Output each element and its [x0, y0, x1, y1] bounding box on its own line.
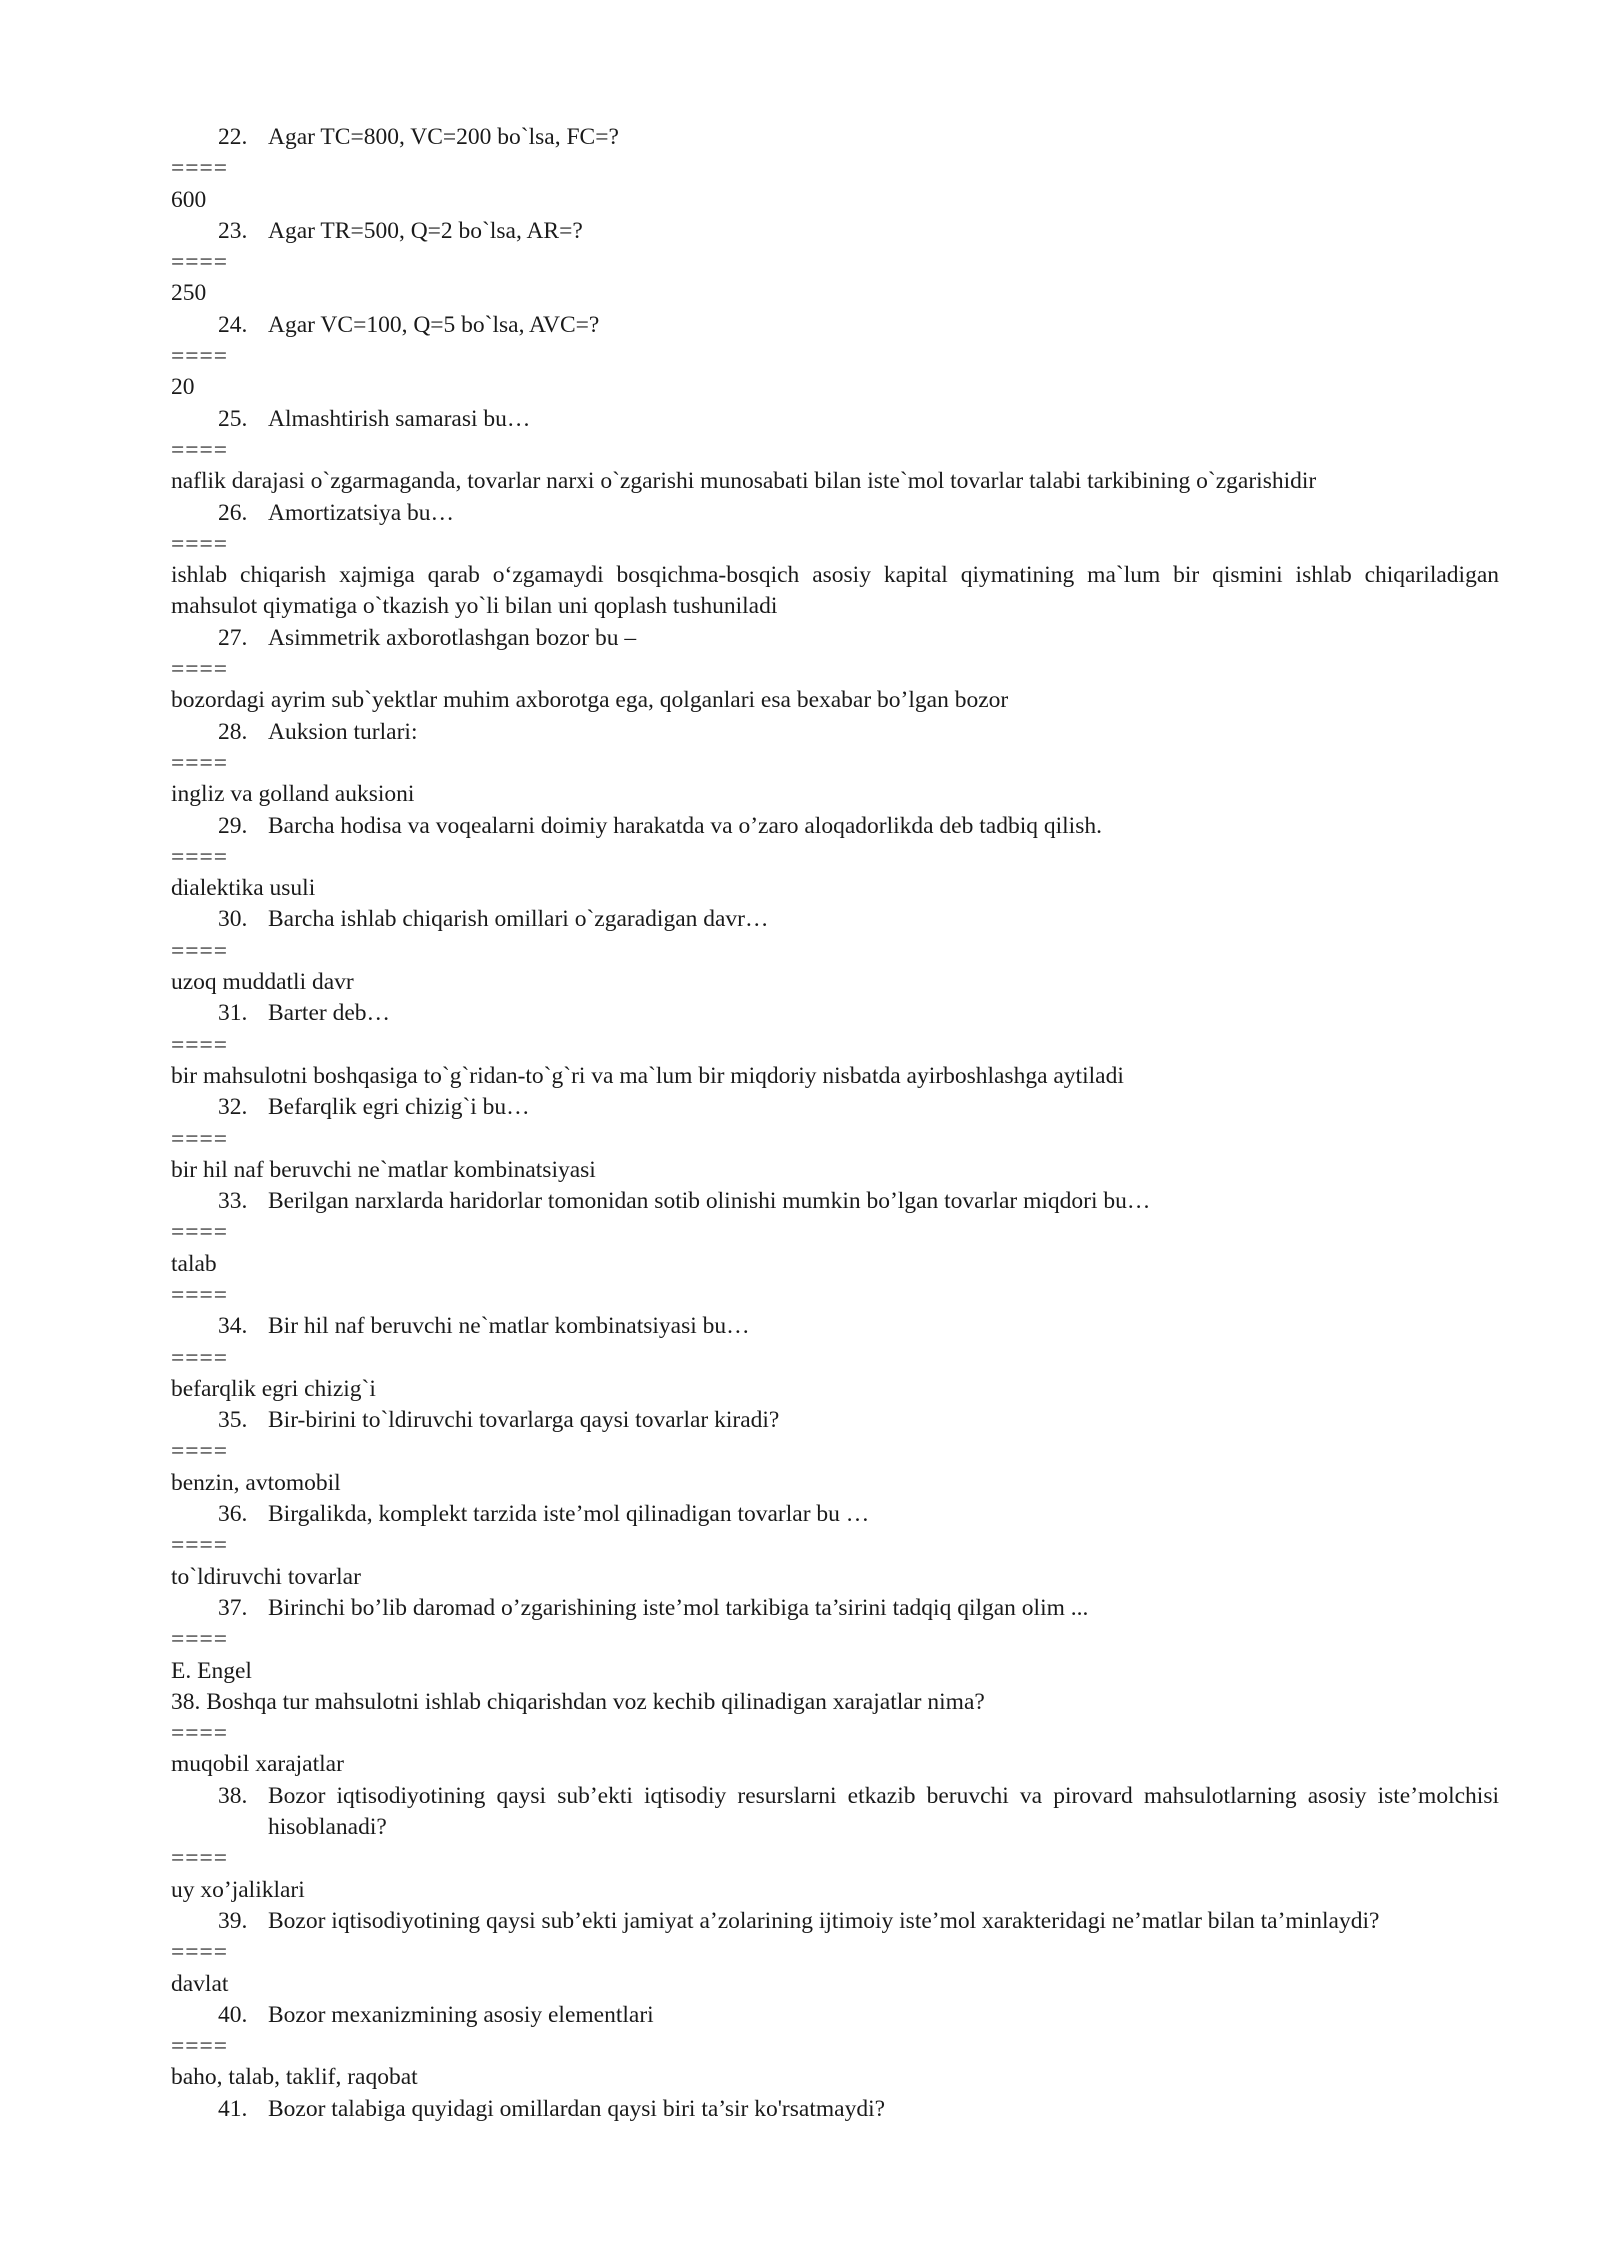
question-number: 35.	[218, 1407, 248, 1434]
answer-separator: ====	[171, 1219, 229, 1246]
answer-separator: ====	[171, 656, 229, 683]
question-line	[171, 1092, 1499, 1123]
question-line	[171, 1593, 1499, 1624]
answer-separator: ====	[171, 343, 229, 370]
question-line	[171, 811, 1499, 842]
answer-text: ingliz va golland auksioni	[171, 781, 415, 808]
question-number: 31.	[218, 1000, 248, 1027]
answer-separator: ====	[171, 155, 229, 182]
question-text: Befarqlik egri chizig`i bu…	[268, 1094, 530, 1121]
answer-text: davlat	[171, 1970, 229, 1997]
question-text: Barter deb…	[268, 1000, 391, 1027]
question-line	[171, 404, 1499, 435]
answer-separator: ====	[171, 436, 229, 463]
question-number: 39.	[218, 1907, 248, 1934]
answer-separator: ====	[171, 530, 229, 557]
question-text: Birgalikda, komplekt tarzida iste’mol qilinadigan tovarlar bu …	[268, 1501, 870, 1528]
question-number: 33.	[218, 1188, 248, 1215]
question-line	[171, 1405, 1499, 1436]
question-line	[171, 1499, 1499, 1530]
question-number: 34.	[218, 1313, 248, 1340]
question-text: Birinchi bo’lib daromad o’zgarishining iste’mol tarkibiga ta’sirini tadqiq qilgan olim ...	[268, 1594, 1089, 1621]
question-text: Agar TR=500, Q=2 bo`lsa, AR=?	[268, 217, 583, 244]
question-text: Auksion turlari:	[268, 718, 418, 745]
question-line	[171, 2094, 1499, 2125]
question-text: Bir hil naf beruvchi ne`matlar kombinatsiyasi bu…	[268, 1313, 750, 1340]
question-number: 37.	[218, 1594, 248, 1621]
answer-text: E. Engel	[171, 1657, 252, 1684]
question-text: Almashtirish samarasi bu…	[268, 405, 531, 432]
answer-text: bir hil naf beruvchi ne`matlar kombinatsiyasi	[171, 1156, 596, 1183]
answer-separator: ====	[171, 749, 229, 776]
question-line	[171, 1781, 1499, 1844]
question-number: 30.	[218, 906, 248, 933]
question-text: Berilgan narxlarda haridorlar tomonidan sotib olinishi mumkin bo’lgan tovarlar miqdori bu…	[268, 1188, 1151, 1215]
question-number: 28.	[218, 718, 248, 745]
answer-separator: ====	[171, 1281, 229, 1308]
question-text: Asimmetrik axborotlashgan bozor bu –	[268, 624, 637, 651]
answer-text: 20	[171, 374, 195, 401]
answer-text: baho, talab, taklif, raqobat	[171, 2064, 418, 2091]
answer-separator: ====	[171, 1532, 229, 1559]
question-text: Bozor talabiga quyidagi omillardan qaysi biri ta’sir ko'rsatmaydi?	[268, 2095, 886, 2122]
answer-text: benzin, avtomobil	[171, 1469, 341, 1496]
question-line	[171, 2000, 1499, 2031]
answer-separator: ====	[171, 1720, 229, 1747]
question-line	[171, 122, 1499, 153]
answer-text: naflik darajasi o`zgarmaganda, tovarlar narxi o`zgarishi munosabati bilan iste`mol tovarlar talabi tarkibining o`zgarishidir	[171, 468, 1317, 495]
answer-separator: ====	[171, 1344, 229, 1371]
question-number: 23.	[218, 217, 248, 244]
question-text: Bozor iqtisodiyotining qaysi sub’ekti iqtisodiy resurslarni etkazib beruvchi va pirovard mahsulotlarning asosiy iste’molchisi hisoblanadi?	[268, 1782, 1499, 1841]
answer-separator: ====	[171, 1845, 229, 1872]
answer-separator: ====	[171, 1939, 229, 1966]
question-number: 29.	[218, 812, 248, 839]
question-text: Barcha ishlab chiqarish omillari o`zgaradigan davr…	[268, 906, 769, 933]
question-text: Amortizatsiya bu…	[268, 499, 455, 526]
answer-separator: ====	[171, 937, 229, 964]
answer-separator: ====	[171, 1626, 229, 1653]
question-text: Agar TC=800, VC=200 bo`lsa, FC=?	[268, 124, 619, 150]
question-number: 26.	[218, 499, 248, 526]
answer-text: dialektika usuli	[171, 875, 316, 902]
answer-separator: ====	[171, 2033, 229, 2060]
question-number: 27.	[218, 624, 248, 651]
question-line	[171, 216, 1499, 247]
question-number: 25.	[218, 405, 248, 432]
question-text: Bozor mexanizmining asosiy elementlari	[268, 2001, 654, 2028]
question-number: 32.	[218, 1094, 248, 1121]
question-line	[171, 904, 1499, 935]
answer-text: ishlab chiqarish xajmiga qarab o‘zgamaydi bosqichma-bosqich asosiy kapital qiymatining ma`lum bir qismini ishlab chiqariladigan mahsulot qiymatiga o`tkazish yo`li bilan uni qoplash tushuniladi	[171, 562, 1499, 620]
answer-text: uy xo’jaliklari	[171, 1876, 305, 1903]
question-line: 38. Boshqa tur mahsulotni ishlab chiqarishdan voz kechib qilinadigan xarajatlar nima?	[171, 1688, 985, 1715]
question-text: Bozor iqtisodiyotining qaysi sub’ekti jamiyat a’zolarining ijtimoiy iste’mol xarakteridagi ne’matlar bilan ta’minlaydi?	[268, 1907, 1380, 1934]
answer-separator: ====	[171, 1438, 229, 1465]
answer-text: 600	[171, 186, 207, 213]
document-page	[171, 122, 1499, 2125]
answer-separator: ====	[171, 1031, 229, 1058]
answer-text: bir mahsulotni boshqasiga to`g`ridan-to`g`ri va ma`lum bir miqdoriy nisbatda ayirboshlashga aytiladi	[171, 1062, 1124, 1089]
question-line	[171, 998, 1499, 1029]
answer-separator: ====	[171, 843, 229, 870]
question-line	[171, 1186, 1499, 1217]
question-line	[171, 498, 1499, 529]
question-line	[171, 1906, 1499, 1937]
answer-text: to`ldiruvchi tovarlar	[171, 1563, 361, 1590]
answer-text: muqobil xarajatlar	[171, 1751, 344, 1778]
answer-text: bozordagi ayrim sub`yektlar muhim axborotga ega, qolganlari esa bexabar bo’lgan bozor	[171, 687, 1009, 714]
question-number: 22.	[218, 124, 248, 150]
answer-text: befarqlik egri chizig`i	[171, 1375, 376, 1402]
question-number: 40.	[218, 2001, 248, 2028]
answer-text: talab	[171, 1250, 217, 1277]
question-line	[171, 1311, 1499, 1342]
question-text: Agar VC=100, Q=5 bo`lsa, AVC=?	[268, 311, 600, 338]
question-line	[171, 717, 1499, 748]
question-number: 24.	[218, 311, 248, 338]
question-line	[171, 623, 1499, 654]
answer-text: 250	[171, 280, 207, 307]
question-number: 36.	[218, 1501, 248, 1528]
answer-separator: ====	[171, 249, 229, 276]
question-number: 38.	[218, 1782, 248, 1809]
question-number: 41.	[218, 2095, 248, 2122]
question-text: Barcha hodisa va voqealarni doimiy harakatda va o’zaro aloqadorlikda deb tadbiq qilish.	[268, 812, 1102, 839]
answer-text: uzoq muddatli davr	[171, 969, 354, 996]
answer-separator: ====	[171, 1125, 229, 1152]
question-text: Bir-birini to`ldiruvchi tovarlarga qaysi tovarlar kiradi?	[268, 1407, 780, 1434]
question-line	[171, 310, 1499, 341]
